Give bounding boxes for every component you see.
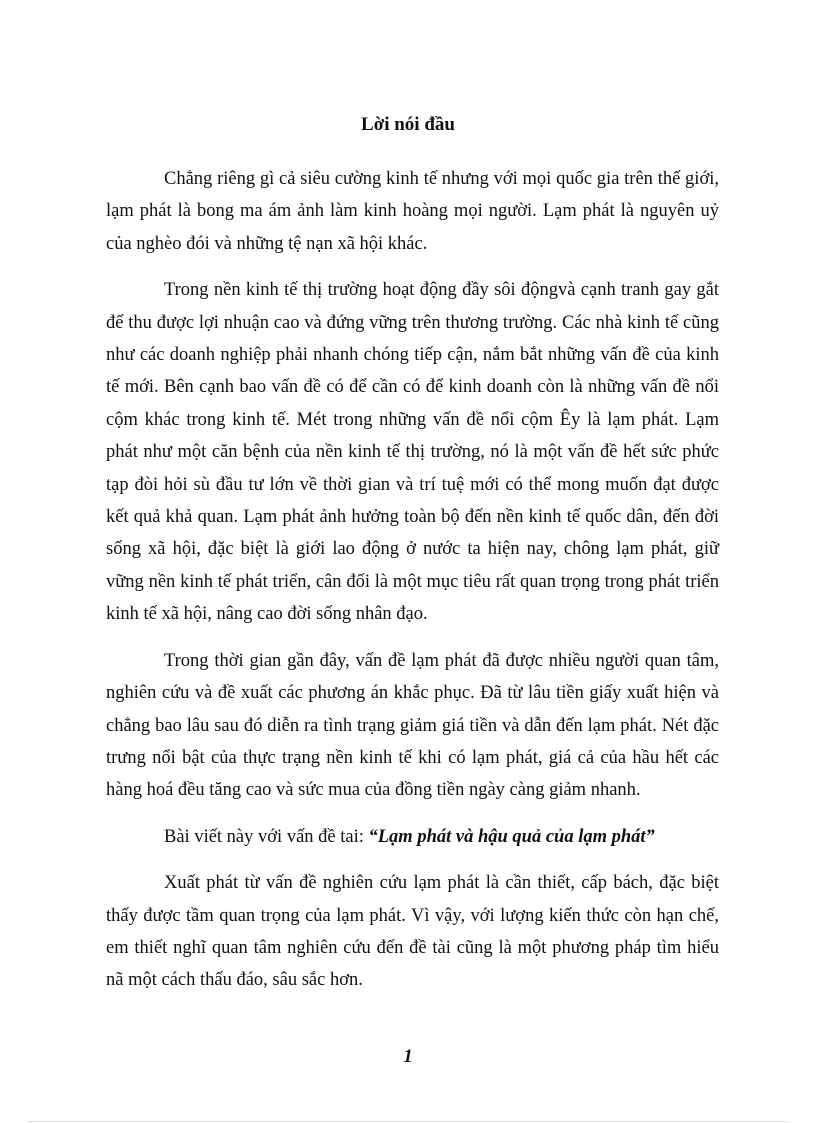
paragraph-topic xyxy=(106,821,719,853)
page-number: 1 xyxy=(403,1046,413,1067)
document-body xyxy=(106,163,719,1011)
paragraph-market-economy: Trong nền kinh tế thị trường hoạt động đầy sôi độngvà cạnh tranh gay gắt để thu được lợi nhuận cao và đứng vững trên thương trường. Các nhà kinh tế cũng như các doanh nghiệp phải nhanh chóng tiếp cận, nắm bắt những vấn đề của kinh tế mới. Bên cạnh bao vấn đề có để cần có để kinh doanh còn là những vấn đề nổi cộm khác trong kinh tế. Mét trong những vấn đề nổi cộm Êy là lạm phát. Lạm phát như một căn bệnh của nền kinh tế thị trường, nó là một vấn đề hết sức phức tạp đòi hỏi sù đầu tư lớn về thời gian và trí tuệ mới có thể mong muốn đạt được kết quả khả quan. Lạm phát ảnh hưởng toàn bộ đến nền kinh tế quốc dân, đến đời sống xã hội, đặc biệt là giới lao động ở nước ta hiện nay, chông lạm phát, giữ vững nền kinh tế phát triển, cân đối là một mục tiêu rất quan trọng trong phát triển kinh tế xã hội, nâng cao đời sống nhân đạo. xyxy=(106,280,719,625)
topic-intro-text: Bài viết này với vấn đề tai: xyxy=(164,826,369,847)
footer-divider xyxy=(28,1121,788,1122)
paragraph-intro: Chẳng riêng gì cả siêu cường kinh tế nhưng với mọi quốc gia trên thế giới, lạm phát là bong ma ám ảnh làm kinh hoàng mọi người. Lạm phát là nguyên uỷ của nghèo đói và những tệ nạn xã hội khác. xyxy=(106,169,719,254)
paragraph-recent-attention: Trong thời gian gần đây, vấn đề lạm phát đã được nhiều người quan tâm, nghiên cứu và đề xuất các phương án khắc phục. Đã từ lâu tiền giấy xuất hiện và chẳng bao lâu sau đó diễn ra tình trạng giảm giá tiền và dẫn đến lạm phát. Nét đặc trưng nổi bật của thực trạng nền kinh tế khi có lạm phát, giá cả của hầu hết các hàng hoá đều tăng cao và sức mua của đồng tiền ngày càng giảm nhanh. xyxy=(106,650,719,801)
page-title: Lời nói đầu xyxy=(361,114,455,135)
topic-title: “Lạm phát và hậu quả của lạm phát” xyxy=(368,826,655,847)
paragraph-closing: Xuất phát từ vấn đề nghiên cứu lạm phát là cần thiết, cấp bách, đặc biệt thấy được tầm quan trọng của lạm phát. Vì vậy, với lượng kiến thức còn hạn chế, em thiết nghĩ quan tâm nghiên cứu đến đề tài cũng là một phương pháp tìm hiểu nã một cách thấu đáo, sâu sắc hơn. xyxy=(106,873,719,991)
